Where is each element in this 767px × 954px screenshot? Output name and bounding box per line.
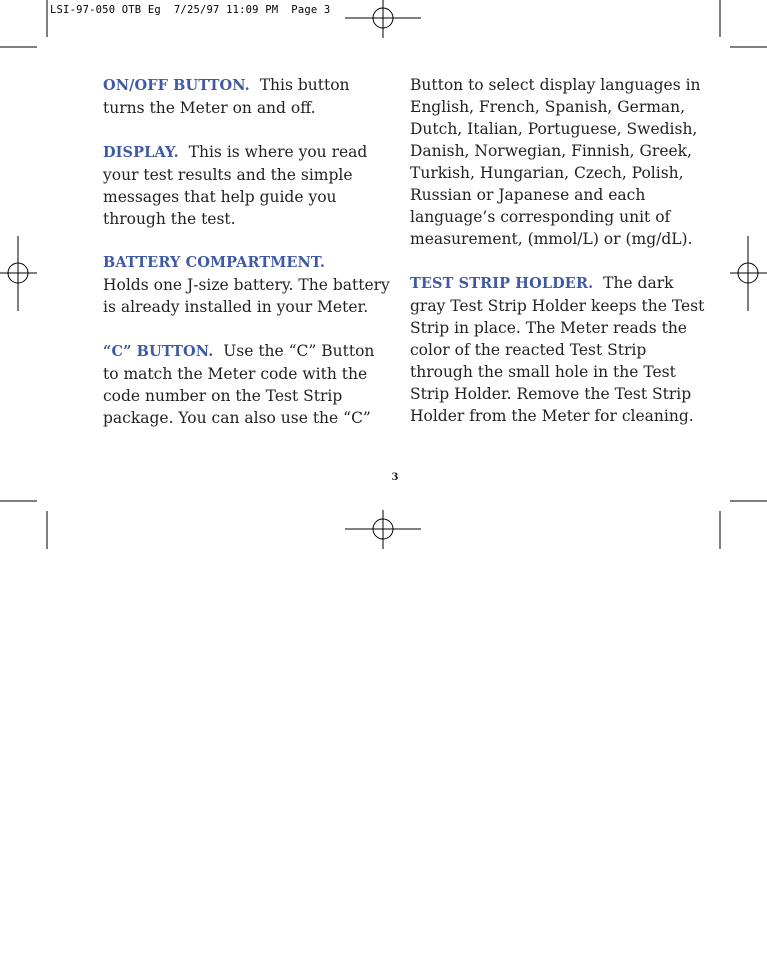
registration-mark-right xyxy=(730,236,767,311)
entry-text: package. You can also use the “C” xyxy=(103,409,371,427)
entry-on-off-button xyxy=(103,74,385,119)
entry-first-line xyxy=(103,340,385,363)
entry-first-line xyxy=(103,141,385,164)
entry-text: Strip Holder. Remove the Test Strip xyxy=(410,385,692,403)
entry-text: Holds one J-size battery. The battery xyxy=(103,276,390,294)
entry-first-line xyxy=(410,272,700,295)
entry-first-line xyxy=(103,74,385,97)
entry-term: BATTERY COMPARTMENT. xyxy=(103,254,326,271)
registration-mark-bottom xyxy=(345,510,421,549)
entry-test-strip-holder xyxy=(410,272,705,427)
entry-text: Turkish, Hungarian, Czech, Polish, xyxy=(410,164,684,182)
entry-text: This button xyxy=(259,76,350,94)
entry-battery-compartment xyxy=(103,252,390,318)
entry-text: turns the Meter on and off. xyxy=(103,99,316,117)
entry-text: Danish, Norwegian, Finnish, Greek, xyxy=(410,142,692,160)
entry-text: through the test. xyxy=(103,210,236,228)
registration-mark-left xyxy=(0,236,37,311)
entry-term: DISPLAY. xyxy=(103,144,179,161)
entry-text: English, French, Spanish, German, xyxy=(410,98,686,116)
entry-text: Holder from the Meter for cleaning. xyxy=(410,407,694,425)
right-column xyxy=(410,74,705,449)
entry-text: Russian or Japanese and each xyxy=(410,186,646,204)
entry-text: messages that help guide you xyxy=(103,188,337,206)
entry-text: language’s corresponding unit of xyxy=(410,208,671,226)
entry-text: your test results and the simple xyxy=(103,166,353,184)
entry-text: Use the “C” Button xyxy=(223,342,375,360)
entry-text: The dark xyxy=(603,274,674,292)
entry-text: to match the Meter code with the xyxy=(103,365,368,383)
entry-text: Dutch, Italian, Portuguese, Swedish, xyxy=(410,120,698,138)
entry-term: TEST STRIP HOLDER. xyxy=(410,275,594,292)
entry-text: This is where you read xyxy=(188,143,368,161)
entry-text: color of the reacted Test Strip xyxy=(410,341,647,359)
left-column xyxy=(103,74,390,451)
entry-c-button xyxy=(103,340,385,429)
entry-display xyxy=(103,141,385,230)
entry-text: measurement, (mmol/L) or (mg/dL). xyxy=(410,230,693,248)
entry-c-button-continued xyxy=(410,74,700,250)
registration-mark-top xyxy=(345,0,421,38)
entry-text: through the small hole in the Test xyxy=(410,363,676,381)
entry-text: Button to select display languages in xyxy=(410,76,701,94)
entry-text: gray Test Strip Holder keeps the Test xyxy=(410,297,705,315)
entry-term: ON/OFF BUTTON. xyxy=(103,77,250,94)
entry-text: code number on the Test Strip xyxy=(103,387,343,405)
page-number: 3 xyxy=(391,472,399,483)
entry-term: “C” BUTTON. xyxy=(103,343,214,360)
entry-text: is already installed in your Meter. xyxy=(103,298,369,316)
entry-text: Strip in place. The Meter reads the xyxy=(410,319,687,337)
print-slug: LSI-97-050 OTB Eg 7/25/97 11:09 PM Page 3 xyxy=(50,4,331,16)
